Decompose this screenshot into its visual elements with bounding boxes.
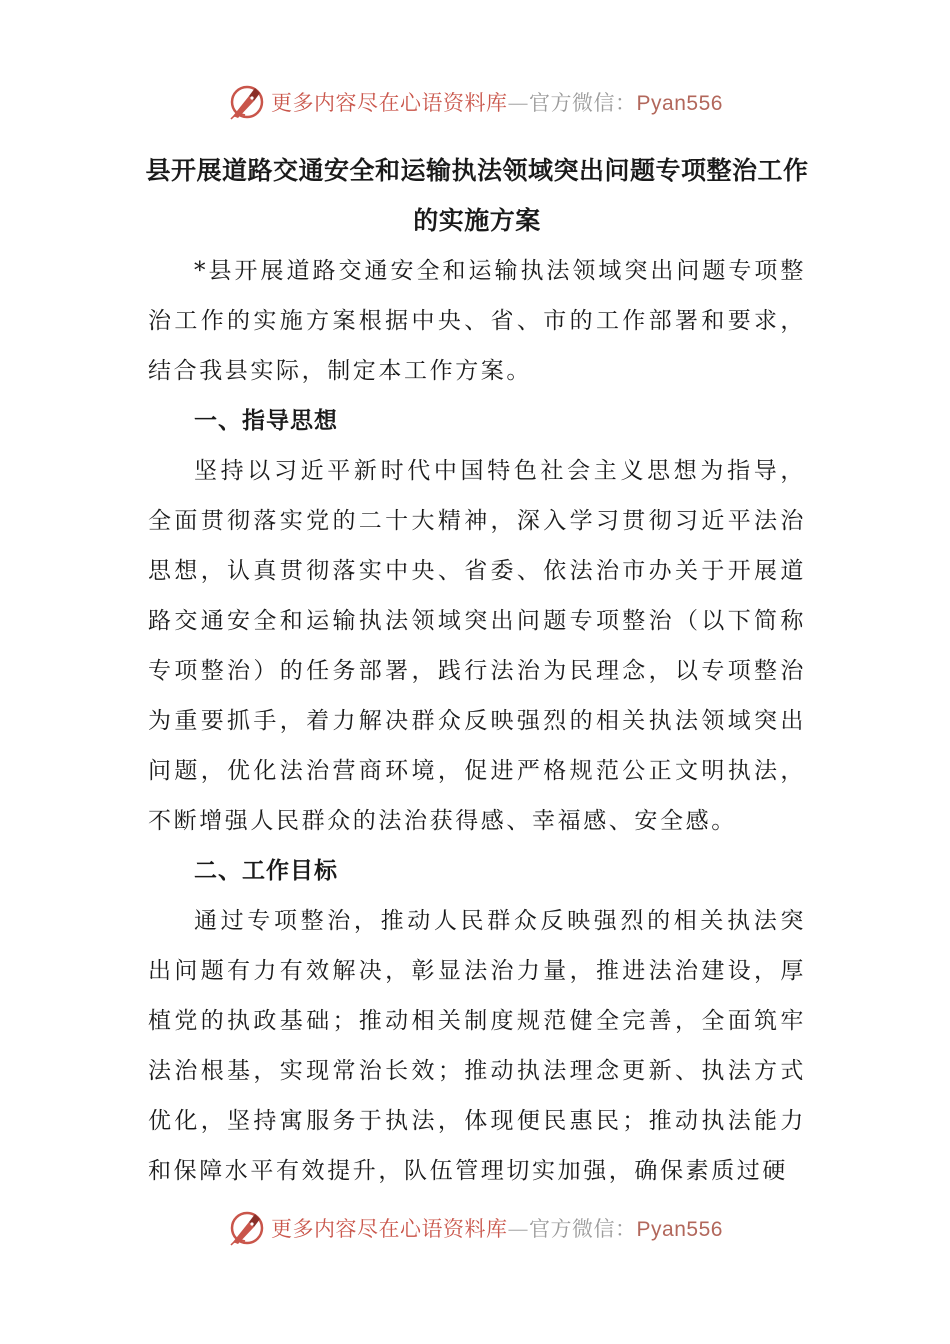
section-heading-guiding-thought: 一、指导思想 [194, 408, 338, 434]
work-goals-paragraph: 通过专项整治，推动人民群众反映强烈的相关执法突出问题有力有效解决，彰显法治力量，推进法治建设，厚植党的执政基础；推动相关制度规范健全完善，全面筑牢法治根基，实现常治长效；推动执法理念更新、执法方式优化，坚持寓服务于执法，体现便民惠民；推动执法能力和保障水平有效提升，队伍管理切实加强，确保素质过硬 [148, 908, 806, 1184]
wechat-account: Pyan556 [636, 92, 723, 115]
site-name: 更多内容尽在心语资料库 [271, 1217, 508, 1241]
document-title: 县开展道路交通安全和运输执法领域突出问题专项整治工作的实施方案 [145, 156, 809, 235]
separator: — [507, 1217, 530, 1241]
wechat-label: 官方微信： [529, 1217, 637, 1241]
banner-text [271, 1213, 723, 1243]
wechat-account: Pyan556 [636, 1218, 723, 1241]
site-name: 更多内容尽在心语资料库 [271, 91, 508, 115]
wechat-label: 官方微信： [529, 91, 637, 115]
guiding-thought-paragraph: 坚持以习近平新时代中国特色社会主义思想为指导，全面贯彻落实党的二十大精神，深入学习贯彻习近平法治思想，认真贯彻落实中央、省委、依法治市办关于开展道路交通安全和运输执法领域突出问题专项整治（以下简称专项整治）的任务部署，践行法治为民理念，以专项整治为重要抓手，着力解决群众反映强烈的相关执法领域突出问题，优化法治营商环境，促进严格规范公正文明执法，不断增强人民群众的法治获得感、幸福感、安全感。 [148, 458, 806, 834]
footer-banner [0, 1206, 950, 1250]
separator: — [507, 91, 530, 115]
document-body [145, 146, 809, 1196]
pen-nib-logo-icon [227, 82, 267, 122]
banner-text [271, 87, 723, 117]
intro-paragraph: *县开展道路交通安全和运输执法领域突出问题专项整治工作的实施方案根据中央、省、市的工作部署和要求，结合我县实际，制定本工作方案。 [148, 258, 806, 384]
pen-nib-logo-icon [227, 1208, 267, 1248]
section-heading-work-goals: 二、工作目标 [194, 858, 338, 884]
header-banner [0, 80, 950, 124]
